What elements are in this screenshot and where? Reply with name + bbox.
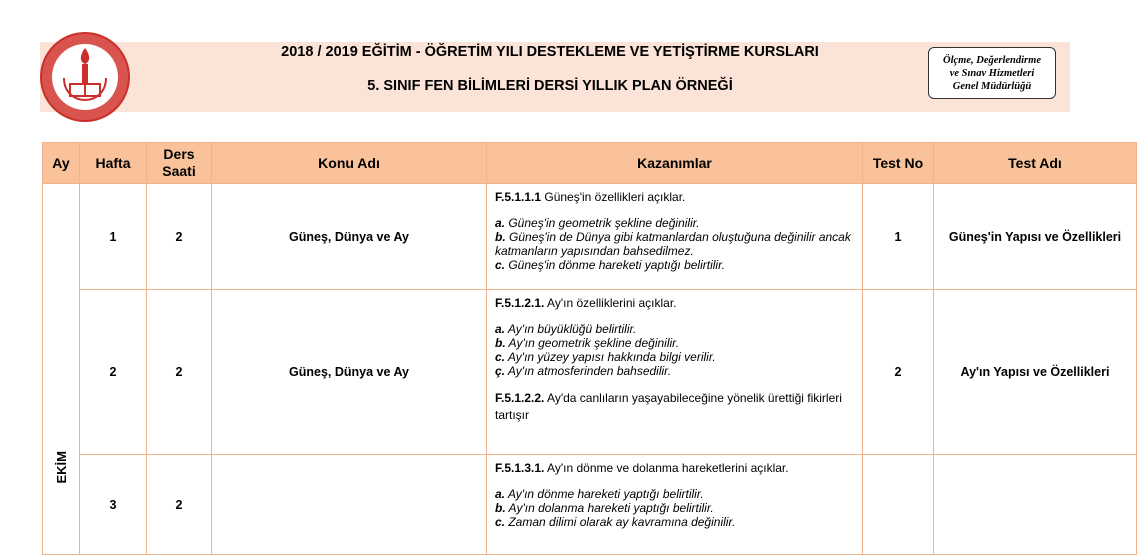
kazanim-cell: F.5.1.3.1. Ay'ın dönme ve dolanma hareketlerini açıklar. a. Ay'ın dönme hareketi yaptığı belirtilir. b. Ay'ın dolanma hareketi yaptığı belirtilir. c. Zaman dilimi olarak ay kavramına değinilir. [487, 455, 863, 555]
table-row [43, 290, 1137, 455]
month-cell [43, 184, 80, 555]
ders-saati-cell: 2 [147, 455, 212, 555]
test-adi-cell [934, 455, 1137, 555]
month-label: EKİM [53, 451, 69, 484]
ministry-logo [40, 32, 130, 122]
test-no-cell: 1 [863, 184, 934, 290]
test-no-cell: 2 [863, 290, 934, 455]
table-header-row [43, 143, 1137, 184]
test-no-cell [863, 455, 934, 555]
column-header-test-adi: Test Adı [934, 143, 1137, 184]
konu-cell: Güneş, Dünya ve Ay [212, 184, 487, 290]
kazanim-cell: F.5.1.1.1 Güneş'in özellikleri açıklar. a. Güneş'in geometrik şekline değinilir. b. Güneş'in de Dünya gibi katmanlardan oluştuğuna değinilir ancak katmanların yapısından bahsedilmez. c. Güneş'in dönme hareketi yaptığı belirtilir. [487, 184, 863, 290]
test-adi-cell: Güneş'in Yapısı ve Özellikleri [934, 184, 1137, 290]
test-adi-cell: Ay'ın Yapısı ve Özellikleri [934, 290, 1137, 455]
column-header-ders-saati: Ders Saati [147, 143, 212, 184]
column-header-konu-adi: Konu Adı [212, 143, 487, 184]
column-header-test-no: Test No [863, 143, 934, 184]
institution-stamp: Ölçme, Değerlendirme ve Sınav Hizmetleri Genel Müdürlüğü [928, 47, 1056, 99]
kazanim-cell: F.5.1.2.1. Ay'ın özelliklerini açıklar. a. Ay'ın büyüklüğü belirtilir. b. Ay'ın geometrik şekline değinilir. c. Ay'ın yüzey yapısı hakkında bilgi verilir. ç. Ay'ın atmosferinden bahsedilir. F.5.1.2.2. Ay'da canlıların yaşayabileceğine yönelik ürettiği fikirleri tartışır [487, 290, 863, 455]
table-row [43, 455, 1137, 555]
torch-book-icon [42, 34, 128, 120]
page-subtitle: 5. SINIF FEN BİLİMLERİ DERSİ YILLIK PLAN ÖRNEĞİ [367, 78, 733, 94]
hafta-cell: 2 [80, 290, 147, 455]
ders-saati-cell: 2 [147, 184, 212, 290]
konu-cell [212, 455, 487, 555]
hafta-cell: 1 [80, 184, 147, 290]
table-row [43, 184, 1137, 290]
column-header-ay: Ay [43, 143, 80, 184]
page-title: 2018 / 2019 EĞİTİM - ÖĞRETİM YILI DESTEKLEME VE YETİŞTİRME KURSLARI [281, 44, 819, 60]
column-header-kazanimlar: Kazanımlar [487, 143, 863, 184]
column-header-hafta: Hafta [80, 143, 147, 184]
hafta-cell: 3 [80, 455, 147, 555]
konu-cell: Güneş, Dünya ve Ay [212, 290, 487, 455]
ders-saati-cell: 2 [147, 290, 212, 455]
plan-table [42, 142, 1137, 555]
